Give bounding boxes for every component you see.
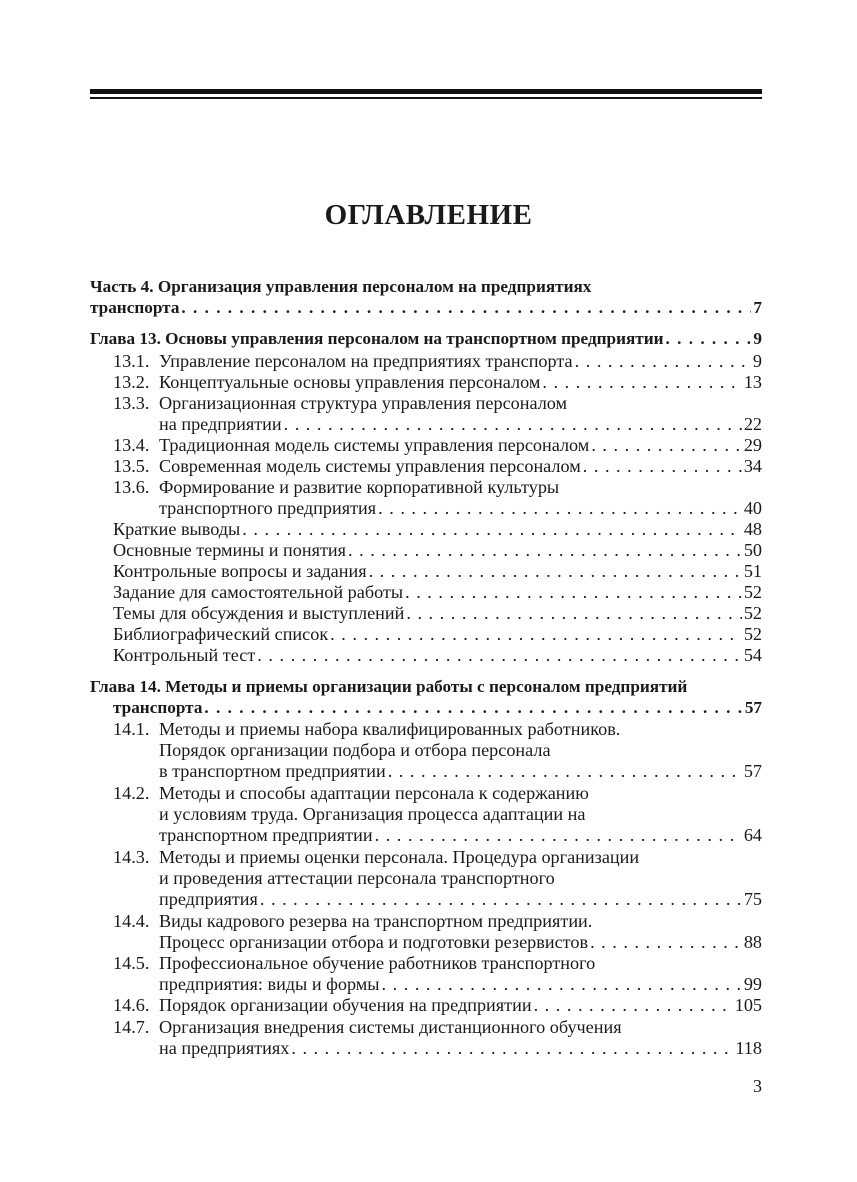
page-ref: 75 bbox=[743, 889, 762, 909]
page-ref: 52 bbox=[743, 582, 762, 602]
section-number: 13.2. bbox=[113, 372, 150, 392]
toc-entry-14-2-line1[interactable]: 14.2. Методы и способы адаптации персонала к содержанию bbox=[113, 783, 589, 803]
section-number: 14.4. bbox=[113, 911, 150, 931]
toc-entry-14-1-line3[interactable]: в транспортном предприятии . . . 57 bbox=[159, 760, 762, 782]
dot-leader bbox=[406, 602, 741, 624]
toc-entry-self-study[interactable]: Задание для самостоятельной работы . . . 52 bbox=[113, 581, 762, 603]
toc-entry-14-5-line2[interactable]: предприятия: виды и формы . . . 99 bbox=[159, 973, 762, 995]
page-ref: 9 bbox=[752, 351, 762, 371]
dot-leader bbox=[382, 973, 742, 995]
section-number: 13.1. bbox=[113, 351, 150, 371]
section-number: 14.2. bbox=[113, 783, 150, 803]
toc-chapter-14-title: Глава 14. Методы и приемы организации работы с персоналом предприятий bbox=[90, 677, 688, 696]
page-ref: 52 bbox=[743, 624, 762, 644]
dot-leader bbox=[534, 994, 733, 1016]
toc-entry-bibliography[interactable]: Библиографический список . . . 52 bbox=[113, 623, 762, 645]
toc-entry-summary[interactable]: Краткие выводы . . . 48 bbox=[113, 518, 762, 540]
toc-entry-14-2-line3[interactable]: транспортном предприятии . . . 64 bbox=[159, 824, 762, 846]
page-ref: 40 bbox=[743, 498, 762, 518]
section-number: 13.5. bbox=[113, 456, 150, 476]
dot-leader bbox=[378, 497, 742, 519]
dot-leader bbox=[575, 350, 751, 372]
toc-entry-14-7-line1[interactable]: 14.7. Организация внедрения системы дистанционного обучения bbox=[113, 1017, 622, 1037]
toc-entry-13-3-line1[interactable]: 13.3. Организационная структура управления персоналом bbox=[113, 393, 568, 413]
dot-leader bbox=[583, 455, 742, 477]
section-number: 14.5. bbox=[113, 953, 150, 973]
dot-leader bbox=[590, 931, 742, 953]
dot-leader bbox=[284, 413, 742, 435]
page-ref: 51 bbox=[743, 561, 762, 581]
section-number: 13.3. bbox=[113, 393, 150, 413]
dot-leader bbox=[591, 434, 742, 456]
page-ref: 105 bbox=[734, 995, 762, 1015]
top-rule-thin bbox=[90, 97, 762, 99]
toc-entry-chapter-14[interactable]: транспорта . . . 57 bbox=[113, 697, 762, 719]
page-ref: 118 bbox=[735, 1038, 762, 1058]
section-number: 14.1. bbox=[113, 719, 150, 739]
toc-entry-14-1-line1[interactable]: 14.1. Методы и приемы набора квалифицированных работников. bbox=[113, 719, 621, 739]
page-number: 3 bbox=[753, 1076, 762, 1096]
page-ref: 13 bbox=[743, 372, 762, 392]
page-title: ОГЛАВЛЕНИЕ bbox=[324, 199, 533, 231]
section-number: 13.4. bbox=[113, 435, 150, 455]
section-number: 14.7. bbox=[113, 1017, 150, 1037]
top-rule-thick bbox=[90, 89, 762, 94]
toc-entry-13-2[interactable]: 13.2. Концептуальные основы управления персоналом . . . 13 bbox=[113, 371, 762, 393]
section-number: 13.6. bbox=[113, 477, 150, 497]
dot-leader bbox=[542, 371, 741, 393]
toc-entry-14-3-line2[interactable]: и проведения аттестации персонала транспортного bbox=[159, 868, 555, 888]
toc-entry-13-3-line2[interactable]: на предприятии . . . 22 bbox=[159, 413, 762, 435]
toc-entry-14-1-line2[interactable]: Порядок организации подбора и отбора персонала bbox=[159, 740, 551, 760]
page-ref: 64 bbox=[743, 825, 762, 845]
page-ref: 48 bbox=[743, 519, 762, 539]
toc-entry-13-6-line1[interactable]: 13.6. Формирование и развитие корпоративной культуры bbox=[113, 477, 560, 497]
page-ref: 50 bbox=[743, 540, 762, 560]
toc-entry-part-4[interactable]: транспорта . . . 7 bbox=[90, 297, 762, 319]
dot-leader bbox=[260, 888, 742, 910]
toc-entry-14-6[interactable]: 14.6. Порядок организации обучения на предприятии . . . 105 bbox=[113, 994, 762, 1016]
page-ref: 52 bbox=[743, 603, 762, 623]
toc-entry-control-test[interactable]: Контрольный тест . . . 54 bbox=[113, 644, 762, 666]
page-ref: 99 bbox=[743, 974, 762, 994]
dot-leader bbox=[330, 623, 742, 645]
page-ref: 54 bbox=[743, 645, 762, 665]
toc-entry-14-4-line2[interactable]: Процесс организации отбора и подготовки резервистов . . . 88 bbox=[159, 931, 762, 953]
page-ref: 29 bbox=[743, 435, 762, 455]
dot-leader bbox=[388, 760, 742, 782]
dot-leader bbox=[369, 560, 742, 582]
toc-entry-14-2-line2[interactable]: и условиям труда. Организация процесса адаптации на bbox=[159, 804, 586, 824]
toc-entry-14-4-line1[interactable]: 14.4. Виды кадрового резерва на транспортном предприятии. bbox=[113, 911, 593, 931]
toc-entry-review-questions[interactable]: Контрольные вопросы и задания . . . 51 bbox=[113, 560, 762, 582]
dot-leader bbox=[348, 539, 742, 561]
page-ref: 88 bbox=[743, 932, 762, 952]
page-ref: 34 bbox=[743, 456, 762, 476]
page-ref: 7 bbox=[753, 298, 762, 317]
toc-entry-14-5-line1[interactable]: 14.5. Профессиональное обучение работников транспортного bbox=[113, 953, 596, 973]
toc-entry-14-3-line1[interactable]: 14.3. Методы и приемы оценки персонала. Процедура организации bbox=[113, 847, 640, 867]
section-number: 14.6. bbox=[113, 995, 150, 1015]
section-number: 14.3. bbox=[113, 847, 150, 867]
toc-entry-13-6-line2[interactable]: транспортного предприятия . . . 40 bbox=[159, 497, 762, 519]
page-ref: 22 bbox=[743, 414, 762, 434]
dot-leader bbox=[375, 824, 742, 846]
toc-entry-14-7-line2[interactable]: на предприятиях . . . 118 bbox=[159, 1037, 762, 1059]
dot-leader bbox=[405, 581, 742, 603]
toc-entry-14-3-line3[interactable]: предприятия . . . 75 bbox=[159, 888, 762, 910]
toc-entry-chapter-13[interactable]: Глава 13. Основы управления персоналом на транспортном предприятии . . . 9 bbox=[90, 328, 762, 350]
toc-entry-discussion-topics[interactable]: Темы для обсуждения и выступлений . . . 52 bbox=[113, 602, 762, 624]
toc-entry-13-1[interactable]: 13.1. Управление персоналом на предприятиях транспорта . . . 9 bbox=[113, 350, 762, 372]
page-ref: 9 bbox=[753, 329, 762, 348]
dot-leader bbox=[666, 328, 752, 350]
dot-leader bbox=[242, 518, 742, 540]
page-ref: 57 bbox=[744, 698, 762, 717]
toc-entry-13-5[interactable]: 13.5. Современная модель системы управления персоналом . . . 34 bbox=[113, 455, 762, 477]
dot-leader bbox=[257, 644, 742, 666]
toc-entry-key-terms[interactable]: Основные термины и понятия . . . 50 bbox=[113, 539, 762, 561]
toc-part-4-title: Часть 4. Организация управления персоналом на предприятиях bbox=[90, 277, 592, 296]
toc-entry-13-4[interactable]: 13.4. Традиционная модель системы управления персоналом . . . 29 bbox=[113, 434, 762, 456]
dot-leader bbox=[204, 697, 742, 719]
dot-leader bbox=[181, 297, 751, 319]
dot-leader bbox=[291, 1037, 733, 1059]
page-ref: 57 bbox=[743, 761, 762, 781]
